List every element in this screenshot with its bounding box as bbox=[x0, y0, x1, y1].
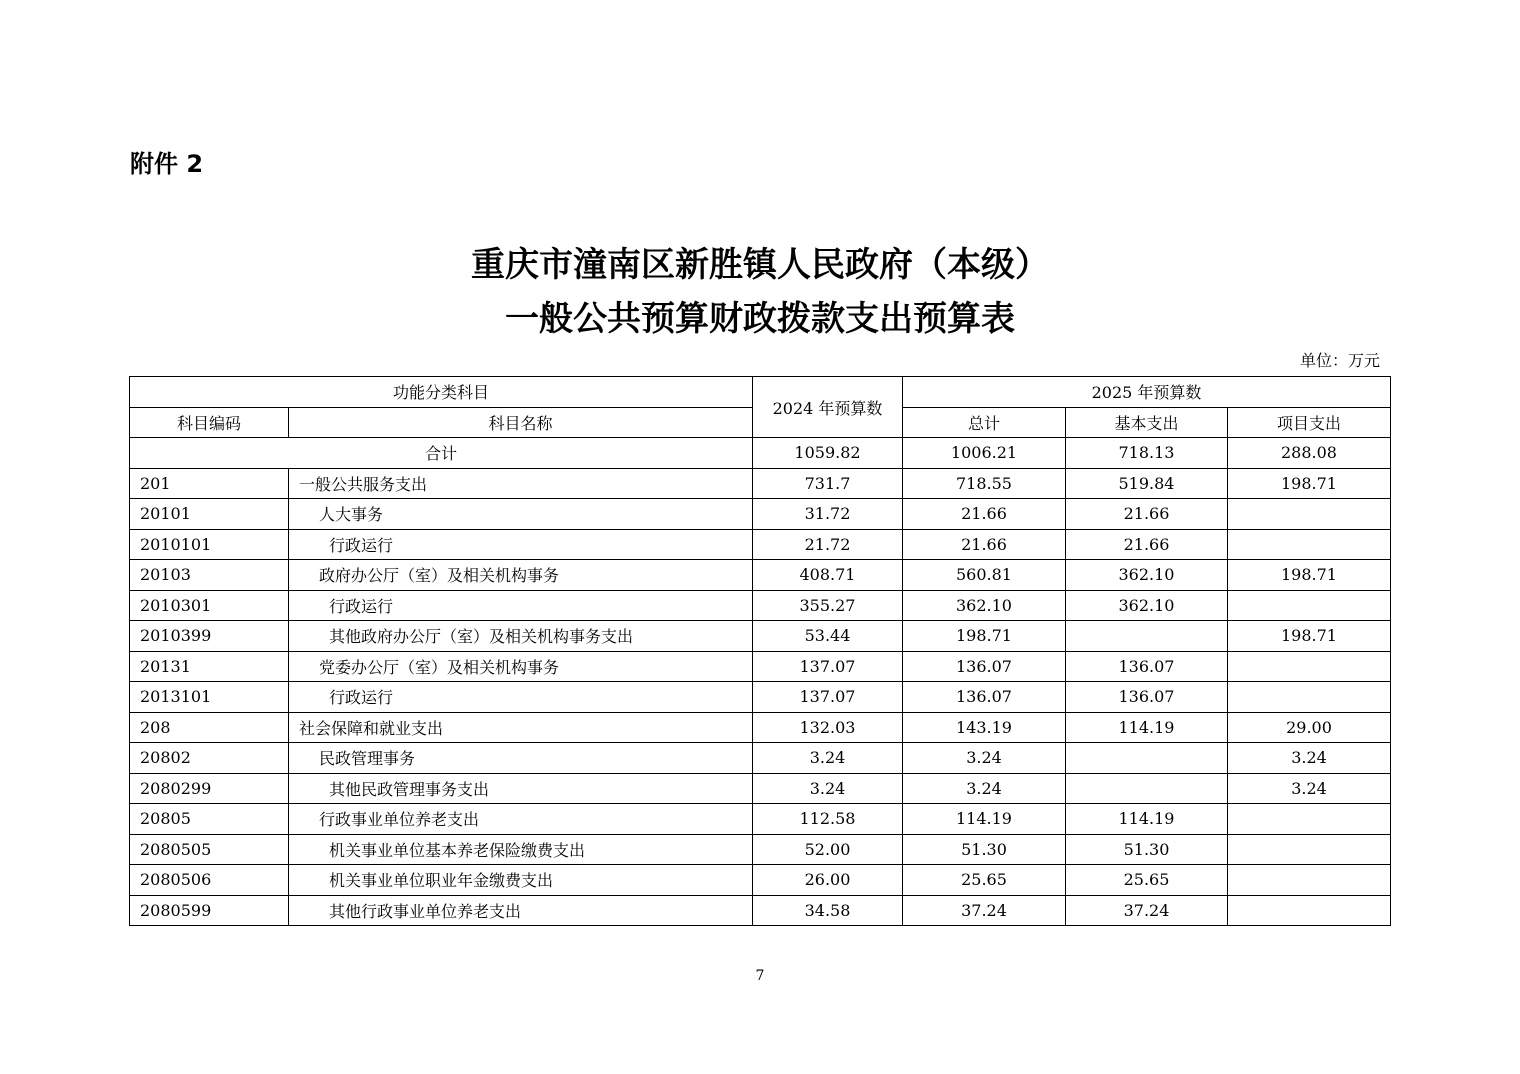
table-row bbox=[130, 743, 1391, 774]
row-budget-2024: 112.58 bbox=[753, 804, 903, 835]
row-code: 20103 bbox=[130, 560, 289, 591]
row-code: 2080599 bbox=[130, 895, 289, 926]
row-name: 政府办公厅（室）及相关机构事务 bbox=[289, 560, 753, 591]
row-name: 社会保障和就业支出 bbox=[289, 712, 753, 743]
row-code: 20131 bbox=[130, 651, 289, 682]
row-budget-2024: 34.58 bbox=[753, 895, 903, 926]
table-row bbox=[130, 804, 1391, 835]
row-project: 198.71 bbox=[1228, 468, 1391, 499]
row-code: 2080299 bbox=[130, 773, 289, 804]
row-total: 560.81 bbox=[903, 560, 1066, 591]
row-name: 其他民政管理事务支出 bbox=[289, 773, 753, 804]
row-project: 29.00 bbox=[1228, 712, 1391, 743]
row-basic: 51.30 bbox=[1066, 834, 1228, 865]
row-total: 198.71 bbox=[903, 621, 1066, 652]
row-basic: 136.07 bbox=[1066, 682, 1228, 713]
totals-label: 合计 bbox=[130, 438, 753, 469]
row-code: 2013101 bbox=[130, 682, 289, 713]
row-budget-2024: 132.03 bbox=[753, 712, 903, 743]
row-project bbox=[1228, 590, 1391, 621]
row-name: 行政事业单位养老支出 bbox=[289, 804, 753, 835]
row-project: 3.24 bbox=[1228, 773, 1391, 804]
row-basic bbox=[1066, 773, 1228, 804]
row-total: 114.19 bbox=[903, 804, 1066, 835]
row-basic bbox=[1066, 621, 1228, 652]
row-name: 人大事务 bbox=[289, 499, 753, 530]
row-budget-2024: 3.24 bbox=[753, 773, 903, 804]
row-project bbox=[1228, 834, 1391, 865]
table-row bbox=[130, 865, 1391, 896]
page-number: 7 bbox=[755, 968, 765, 984]
totals-row bbox=[130, 438, 1391, 469]
row-total: 21.66 bbox=[903, 499, 1066, 530]
table-row bbox=[130, 682, 1391, 713]
row-project: 198.71 bbox=[1228, 560, 1391, 591]
row-budget-2024: 31.72 bbox=[753, 499, 903, 530]
header-basic: 基本支出 bbox=[1066, 407, 1228, 438]
totals-budget-2024: 1059.82 bbox=[753, 438, 903, 469]
row-name: 党委办公厅（室）及相关机构事务 bbox=[289, 651, 753, 682]
row-basic: 136.07 bbox=[1066, 651, 1228, 682]
header-code: 科目编码 bbox=[130, 407, 289, 438]
row-code: 2080506 bbox=[130, 865, 289, 896]
row-basic: 37.24 bbox=[1066, 895, 1228, 926]
row-code: 2010101 bbox=[130, 529, 289, 560]
document-title-line-2: 一般公共预算财政拨款支出预算表 bbox=[505, 299, 1015, 339]
table-row bbox=[130, 468, 1391, 499]
row-budget-2024: 21.72 bbox=[753, 529, 903, 560]
row-project: 198.71 bbox=[1228, 621, 1391, 652]
totals-project: 288.08 bbox=[1228, 438, 1391, 469]
row-budget-2024: 355.27 bbox=[753, 590, 903, 621]
row-budget-2024: 53.44 bbox=[753, 621, 903, 652]
row-total: 37.24 bbox=[903, 895, 1066, 926]
totals-basic: 718.13 bbox=[1066, 438, 1228, 469]
row-budget-2024: 52.00 bbox=[753, 834, 903, 865]
table-row bbox=[130, 499, 1391, 530]
row-basic: 25.65 bbox=[1066, 865, 1228, 896]
row-name: 民政管理事务 bbox=[289, 743, 753, 774]
row-total: 51.30 bbox=[903, 834, 1066, 865]
row-name: 其他政府办公厅（室）及相关机构事务支出 bbox=[289, 621, 753, 652]
row-name: 行政运行 bbox=[289, 590, 753, 621]
row-code: 20802 bbox=[130, 743, 289, 774]
row-total: 136.07 bbox=[903, 682, 1066, 713]
row-total: 362.10 bbox=[903, 590, 1066, 621]
row-total: 3.24 bbox=[903, 773, 1066, 804]
table-row bbox=[130, 712, 1391, 743]
row-project bbox=[1228, 651, 1391, 682]
row-name: 其他行政事业单位养老支出 bbox=[289, 895, 753, 926]
row-project bbox=[1228, 499, 1391, 530]
row-basic: 362.10 bbox=[1066, 590, 1228, 621]
header-total: 总计 bbox=[903, 407, 1066, 438]
row-basic bbox=[1066, 743, 1228, 774]
row-project: 3.24 bbox=[1228, 743, 1391, 774]
row-code: 201 bbox=[130, 468, 289, 499]
header-name: 科目名称 bbox=[289, 407, 753, 438]
table-row bbox=[130, 895, 1391, 926]
row-code: 2010399 bbox=[130, 621, 289, 652]
attachment-label: 附件 2 bbox=[130, 150, 204, 178]
row-basic: 21.66 bbox=[1066, 529, 1228, 560]
table-row bbox=[130, 621, 1391, 652]
document-title-line-1: 重庆市潼南区新胜镇人民政府（本级） bbox=[471, 245, 1049, 285]
row-total: 136.07 bbox=[903, 651, 1066, 682]
row-basic: 114.19 bbox=[1066, 712, 1228, 743]
table-row bbox=[130, 590, 1391, 621]
row-project bbox=[1228, 895, 1391, 926]
row-project bbox=[1228, 865, 1391, 896]
row-basic: 519.84 bbox=[1066, 468, 1228, 499]
row-basic: 21.66 bbox=[1066, 499, 1228, 530]
row-name: 行政运行 bbox=[289, 682, 753, 713]
table-row bbox=[130, 651, 1391, 682]
row-basic: 362.10 bbox=[1066, 560, 1228, 591]
header-row-1 bbox=[130, 377, 1391, 408]
row-total: 143.19 bbox=[903, 712, 1066, 743]
row-budget-2024: 137.07 bbox=[753, 682, 903, 713]
totals-total: 1006.21 bbox=[903, 438, 1066, 469]
table-row bbox=[130, 529, 1391, 560]
table-row bbox=[130, 834, 1391, 865]
row-name: 行政运行 bbox=[289, 529, 753, 560]
row-code: 2010301 bbox=[130, 590, 289, 621]
table-row bbox=[130, 560, 1391, 591]
header-budget-2024: 2024 年预算数 bbox=[753, 377, 903, 438]
row-budget-2024: 408.71 bbox=[753, 560, 903, 591]
header-func-category: 功能分类科目 bbox=[130, 377, 753, 408]
row-total: 25.65 bbox=[903, 865, 1066, 896]
row-basic: 114.19 bbox=[1066, 804, 1228, 835]
row-budget-2024: 137.07 bbox=[753, 651, 903, 682]
row-budget-2024: 3.24 bbox=[753, 743, 903, 774]
header-project: 项目支出 bbox=[1228, 407, 1391, 438]
row-code: 208 bbox=[130, 712, 289, 743]
row-name: 机关事业单位基本养老保险缴费支出 bbox=[289, 834, 753, 865]
row-name: 一般公共服务支出 bbox=[289, 468, 753, 499]
row-budget-2024: 731.7 bbox=[753, 468, 903, 499]
row-code: 20805 bbox=[130, 804, 289, 835]
row-project bbox=[1228, 682, 1391, 713]
row-total: 718.55 bbox=[903, 468, 1066, 499]
row-project bbox=[1228, 804, 1391, 835]
row-total: 21.66 bbox=[903, 529, 1066, 560]
row-project bbox=[1228, 529, 1391, 560]
table-row bbox=[130, 773, 1391, 804]
row-code: 2080505 bbox=[130, 834, 289, 865]
row-code: 20101 bbox=[130, 499, 289, 530]
row-budget-2024: 26.00 bbox=[753, 865, 903, 896]
unit-label: 单位：万元 bbox=[1299, 351, 1380, 370]
row-total: 3.24 bbox=[903, 743, 1066, 774]
header-budget-2025: 2025 年预算数 bbox=[903, 377, 1391, 408]
row-name: 机关事业单位职业年金缴费支出 bbox=[289, 865, 753, 896]
budget-table bbox=[129, 376, 1391, 926]
